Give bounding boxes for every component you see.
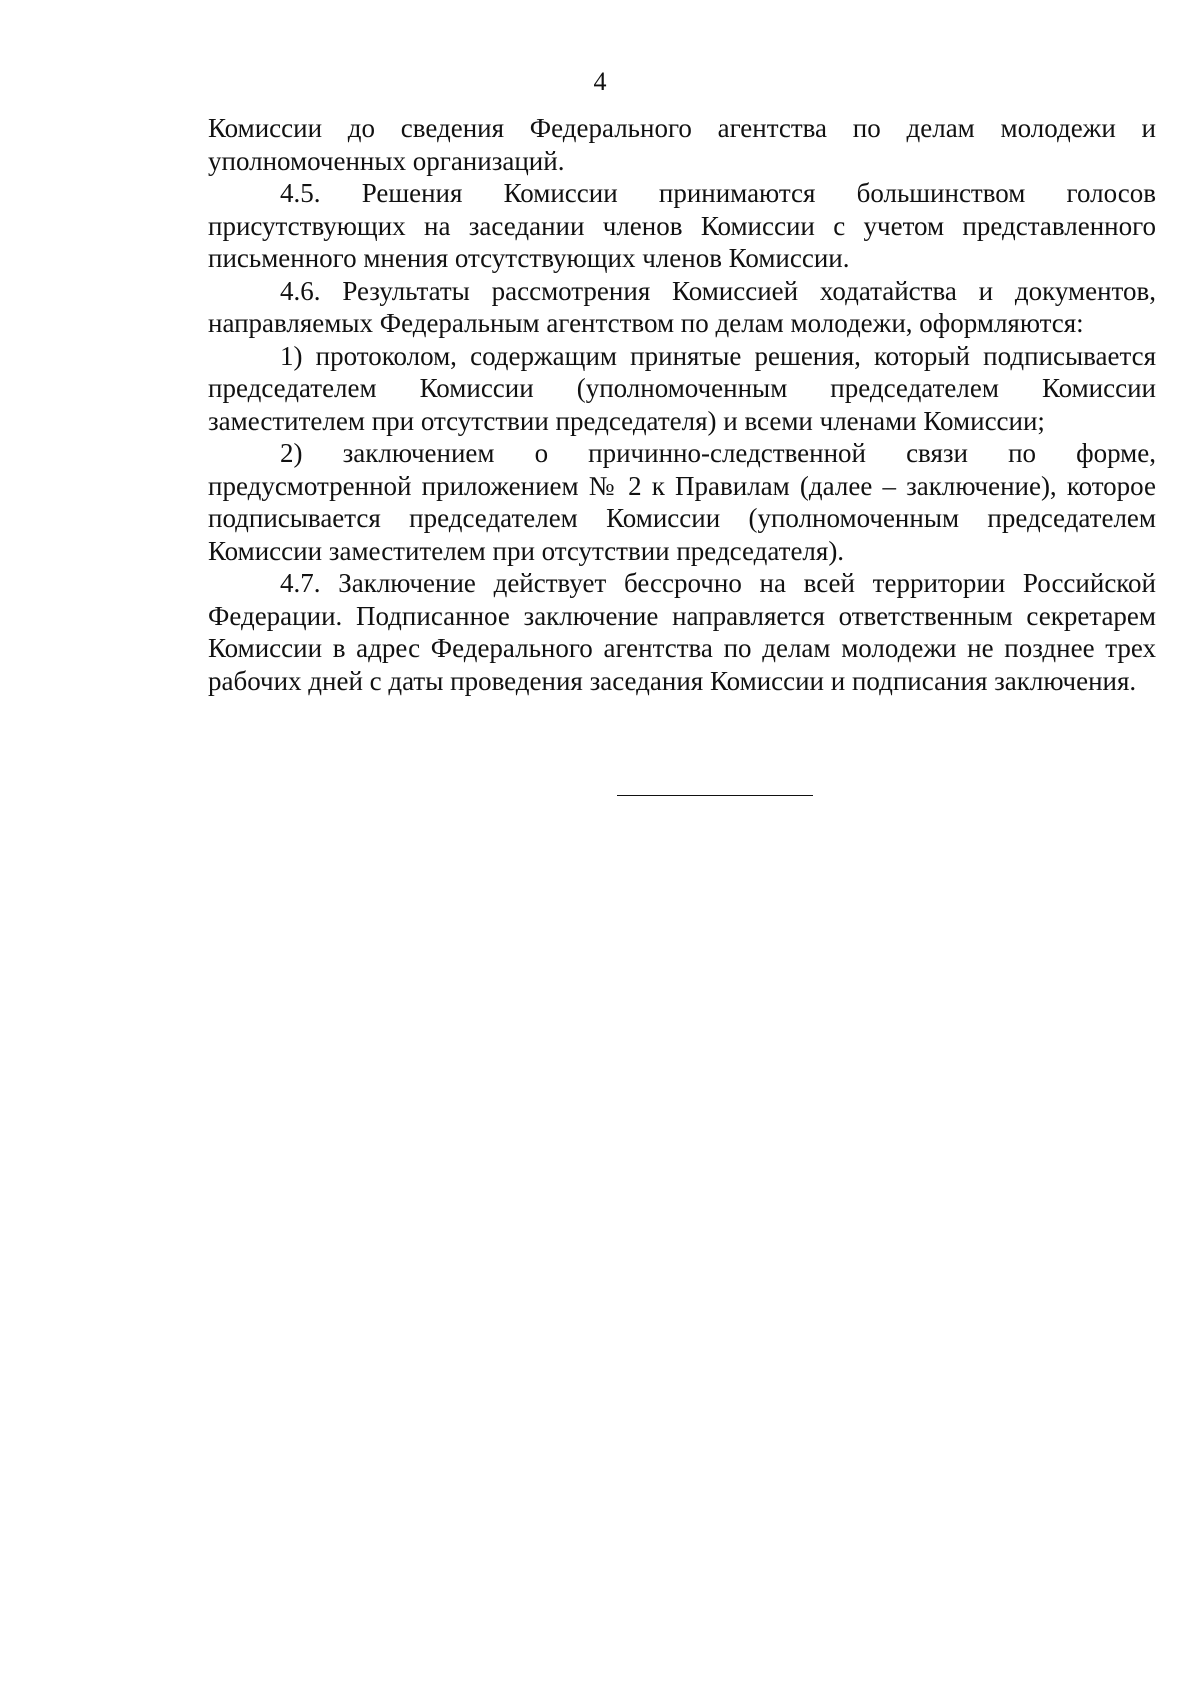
paragraph-4-7: 4.7. Заключение действует бессрочно на всей территории Российской Федерации. Подписанное заключение направляется ответственным секретарем Комиссии в адрес Федерального агентства по делам молодежи не позднее трех рабочих дней с даты проведения заседания Комиссии и подписания заключения. [208,568,1156,696]
paragraph-4-6-item-1: 1) протоколом, содержащим принятые решения, который подписывается председателем Комиссии (уполномоченным председателем Комиссии заместителем при отсутствии председателя) и всеми членами Комиссии; [208,340,1156,436]
paragraph-4-6: 4.6. Результаты рассмотрения Комиссией ходатайства и документов, направляемых Федеральным агентством по делам молодежи, оформляются: [208,275,1156,338]
paragraph-4-6-item-2: 2) заключением о причинно-следственной связи по форме, предусмотренной приложением № 2 к Правилам (далее – заключение), которое подписывается председателем Комиссии (уполномоченным председателем Комиссии заместителем при отсутствии председателя). [208,438,1156,566]
page-number: 4 [593,67,607,96]
end-of-text-rule [617,795,813,796]
paragraph-4-5: 4.5. Решения Комиссии принимаются большинством голосов присутствующих на заседании членов Комиссии с учетом представленного письменного мнения отсутствующих членов Комиссии. [208,178,1156,273]
document-body [208,112,1156,697]
paragraph-continuation: Комиссии до сведения Федерального агентства по делам молодежи и уполномоченных организаций. [208,113,1156,176]
